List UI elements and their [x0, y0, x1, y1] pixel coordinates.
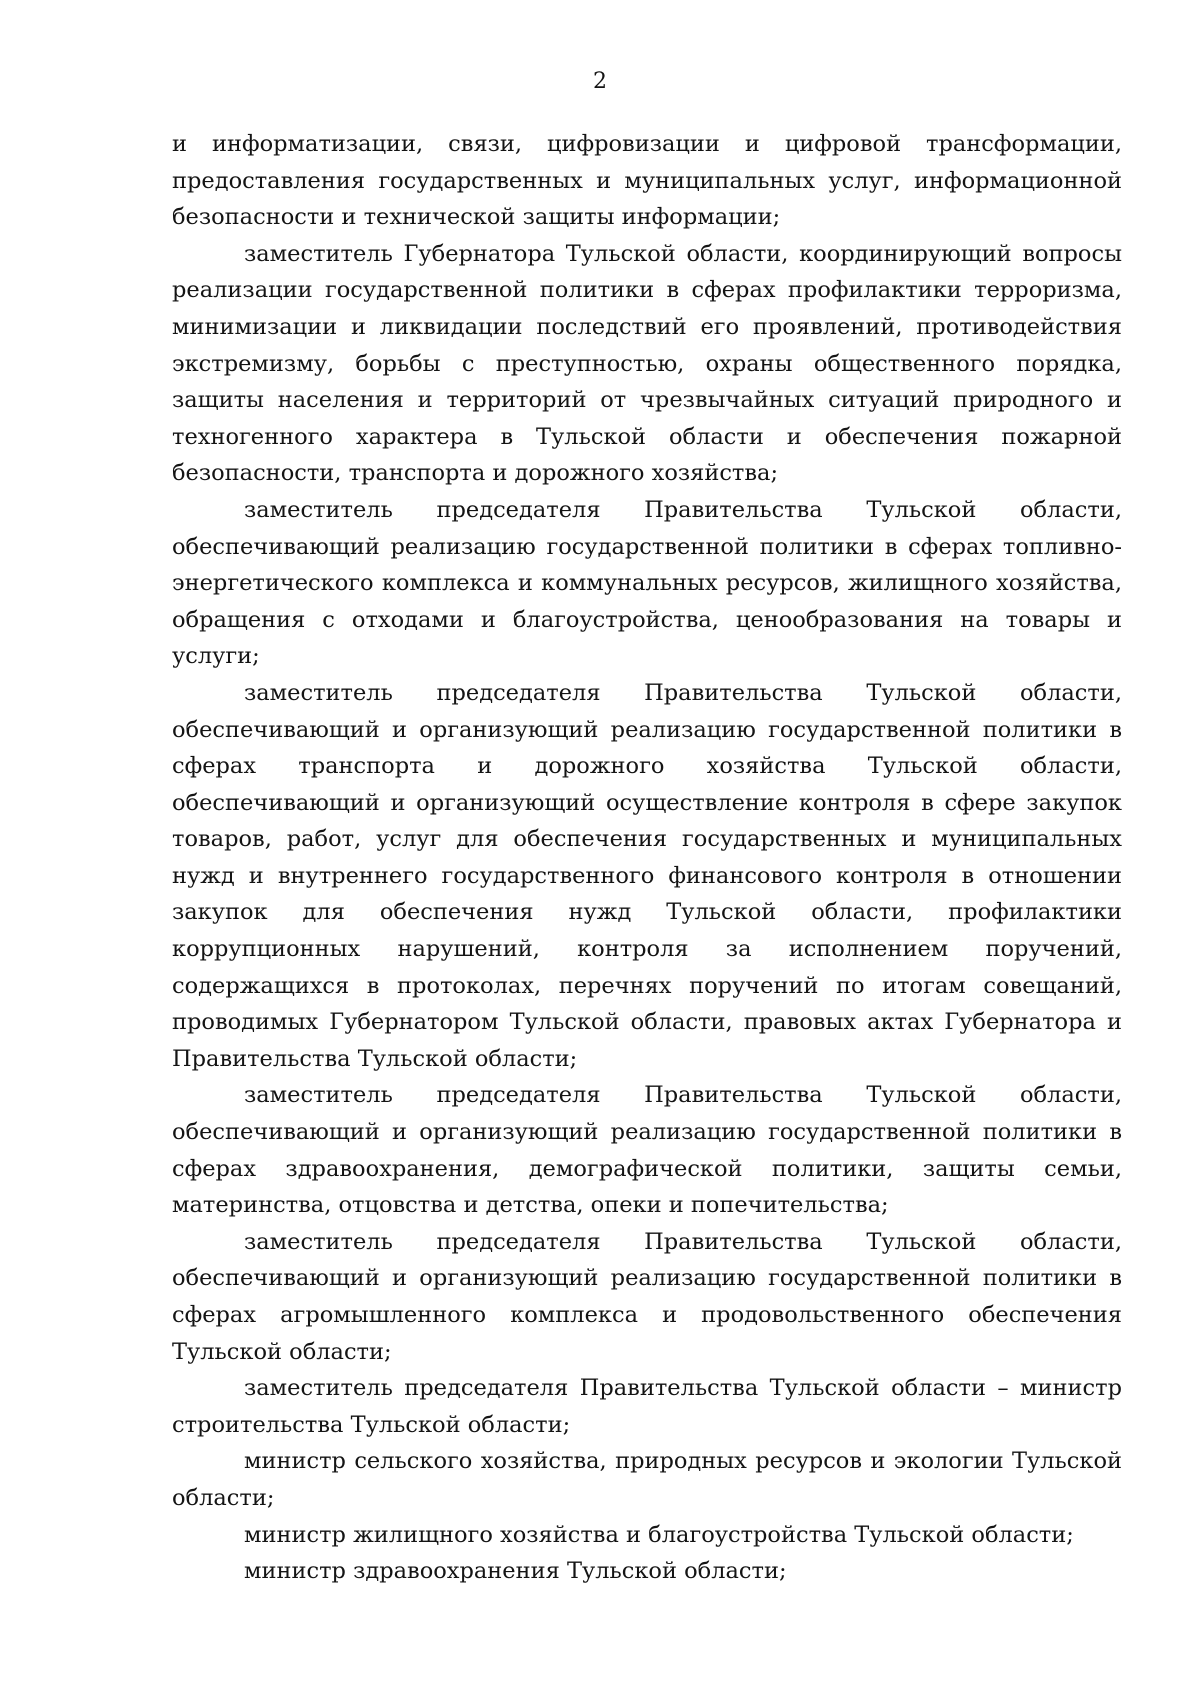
paragraph-deputy-governor: заместитель Губернатора Тульской области, координирующий вопросы реализации государственной политики в сферах профилактики терроризма, минимизации и ликвидации последствий его проявлений, противодействия экстремизму, борьбы с преступностью, охраны общественного порядка, защиты населения и территорий от чрезвычайных ситуаций природного и техногенного характера в Тульской области и обеспечения пожарной безопасности, транспорта и дорожного хозяйства; [172, 240, 1122, 487]
paragraph-deputy-chair-construction: заместитель председателя Правительства Тульской области – министр строительства Тульской области; [172, 1375, 1122, 1438]
paragraph-minister-agriculture: министр сельского хозяйства, природных ресурсов и экологии Тульской области; [172, 1448, 1122, 1511]
paragraph-deputy-chair-transport: заместитель председателя Правительства Тульской области, обеспечивающий и организующий реализацию государственной политики в сферах транспорта и дорожного хозяйства Тульской области, обеспечивающий и организующий осуществление контроля в сфере закупок товаров, работ, услуг для обеспечения государственных и муниципальных нужд и внутреннего государственного финансового контроля в отношении закупок для обеспечения нужд Тульской области, профилактики коррупционных нарушений, контроля за исполнением поручений, содержащихся в протоколах, перечнях поручений по итогам совещаний, проводимых Губернатором Тульской области, правовых актах Губернатора и Правительства Тульской области; [172, 679, 1122, 1072]
paragraph-minister-health: министр здравоохранения Тульской области; [244, 1558, 787, 1585]
paragraph-minister-housing: министр жилищного хозяйства и благоустройства Тульской области; [244, 1521, 1074, 1548]
paragraph-deputy-chair-health: заместитель председателя Правительства Тульской области, обеспечивающий и организующий реализацию государственной политики в сферах здравоохранения, демографической политики, защиты семьи, материнства, отцовства и детства, опеки и попечительства; [172, 1082, 1122, 1219]
paragraph-deputy-chair-energy: заместитель председателя Правительства Тульской области, обеспечивающий реализацию государственной политики в сферах топливно-энергетического комплекса и коммунальных ресурсов, жилищного хозяйства, обращения с отходами и благоустройства, ценообразования на товары и услуги; [172, 496, 1122, 670]
paragraph-continuation: и информатизации, связи, цифровизации и цифровой трансформации, предоставления государственных и муниципальных услуг, информационной безопасности и технической защиты информации; [172, 131, 1122, 231]
document-body [172, 126, 1122, 1590]
page-number: 2 [593, 69, 607, 94]
paragraph-deputy-chair-agro: заместитель председателя Правительства Тульской области, обеспечивающий и организующий реализацию государственной политики в сферах агромышленного комплекса и продовольственного обеспечения Тульской области; [172, 1228, 1122, 1365]
